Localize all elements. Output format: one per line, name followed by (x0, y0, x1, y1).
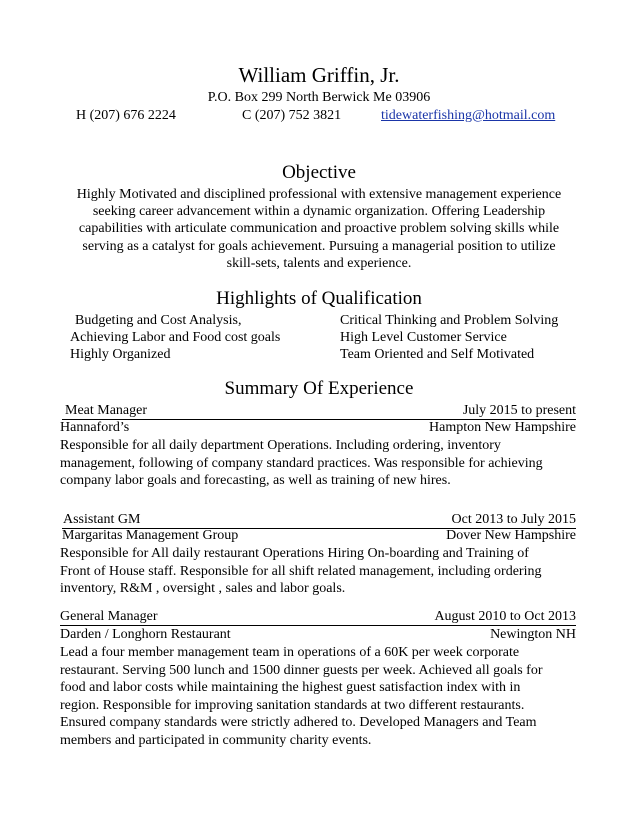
highlight-item: Team Oriented and Self Motivated (340, 347, 535, 362)
job-title: General Manager (60, 609, 158, 624)
postal-address: P.O. Box 299 North Berwick Me 03906 (207, 90, 431, 105)
highlights-heading: Highlights of Qualification (216, 288, 422, 309)
job-company: Darden / Longhorn Restaurant (60, 627, 231, 642)
job-description (60, 545, 580, 598)
job-desc-line: company labor goals and forecasting, as well as training of new hires. (60, 473, 451, 488)
job-desc-line: region. Responsible for improving sanitation standards at two different restaurants. (60, 697, 525, 713)
job-desc-line: members and participated in community charity events. (60, 732, 372, 748)
job-desc-line: Front of House staff. Responsible for all shift related management, including ordering (60, 563, 542, 579)
job-description (60, 644, 580, 749)
objective-line: capabilities with articulate communication and proactive problem solving skills while (78, 221, 560, 237)
job-header (62, 512, 576, 529)
job-desc-line: restaurant. Serving 500 lunch and 1500 dinner guests per week. Achieved all goals for (60, 662, 543, 678)
objective-line: skill-sets, talents and experience. (226, 255, 412, 271)
objective-line: seeking career advancement within a dynamic organization. Offering Leadership (92, 204, 546, 220)
highlight-item: Achieving Labor and Food cost goals (70, 330, 281, 345)
highlight-item: Critical Thinking and Problem Solving (340, 313, 559, 328)
objective-heading: Objective (282, 162, 356, 183)
email-link[interactable]: tidewaterfishing@hotmail.com (381, 108, 556, 123)
cell-phone: C (207) 752 3821 (242, 108, 342, 123)
job-dates: August 2010 to Oct 2013 (434, 609, 576, 624)
job-desc-line: management, following of company standard practices. Was responsible for achieving (60, 455, 543, 471)
job-desc-line: Responsible for all daily department Operations. Including ordering, inventory (60, 438, 501, 453)
job-location: Dover New Hampshire (446, 528, 576, 543)
resume-name: William Griffin, Jr. (238, 63, 400, 87)
job-dates: July 2015 to present (462, 403, 576, 418)
objective-line: serving as a catalyst for goals achievement. Pursuing a managerial position to utilize (82, 238, 556, 254)
experience-heading: Summary Of Experience (224, 378, 414, 399)
job-location: Hampton New Hampshire (429, 420, 576, 435)
job-location: Newington NH (490, 627, 576, 642)
highlight-item: Highly Organized (70, 347, 171, 362)
job-desc-line: food and labor costs while maintaining the highest guest satisfaction index with in (60, 680, 521, 695)
highlight-item: Budgeting and Cost Analysis, (75, 313, 242, 328)
objective-text (60, 186, 578, 272)
job-header (60, 609, 576, 626)
job-description (60, 437, 580, 490)
job-title: Meat Manager (65, 403, 148, 418)
job-desc-line: Responsible for All daily restaurant Operations Hiring On-boarding and Training of (60, 546, 529, 561)
job-desc-line: Ensured company standards were strictly adhered to. Developed Managers and Team (60, 715, 537, 730)
highlight-item: High Level Customer Service (340, 330, 507, 345)
objective-line: Highly Motivated and disciplined professional with extensive management experience (76, 187, 562, 202)
job-company: Hannaford’s (60, 420, 130, 435)
job-desc-line: Lead a four member management team in operations of a 60K per week corporate (60, 645, 520, 660)
job-title: Assistant GM (63, 512, 141, 527)
job-header (62, 403, 576, 420)
job-desc-line: inventory, R&M , oversight , sales and labor goals. (60, 581, 346, 596)
job-dates: Oct 2013 to July 2015 (451, 512, 576, 527)
home-phone: H (207) 676 2224 (76, 108, 176, 123)
job-company: Margaritas Management Group (62, 528, 239, 543)
